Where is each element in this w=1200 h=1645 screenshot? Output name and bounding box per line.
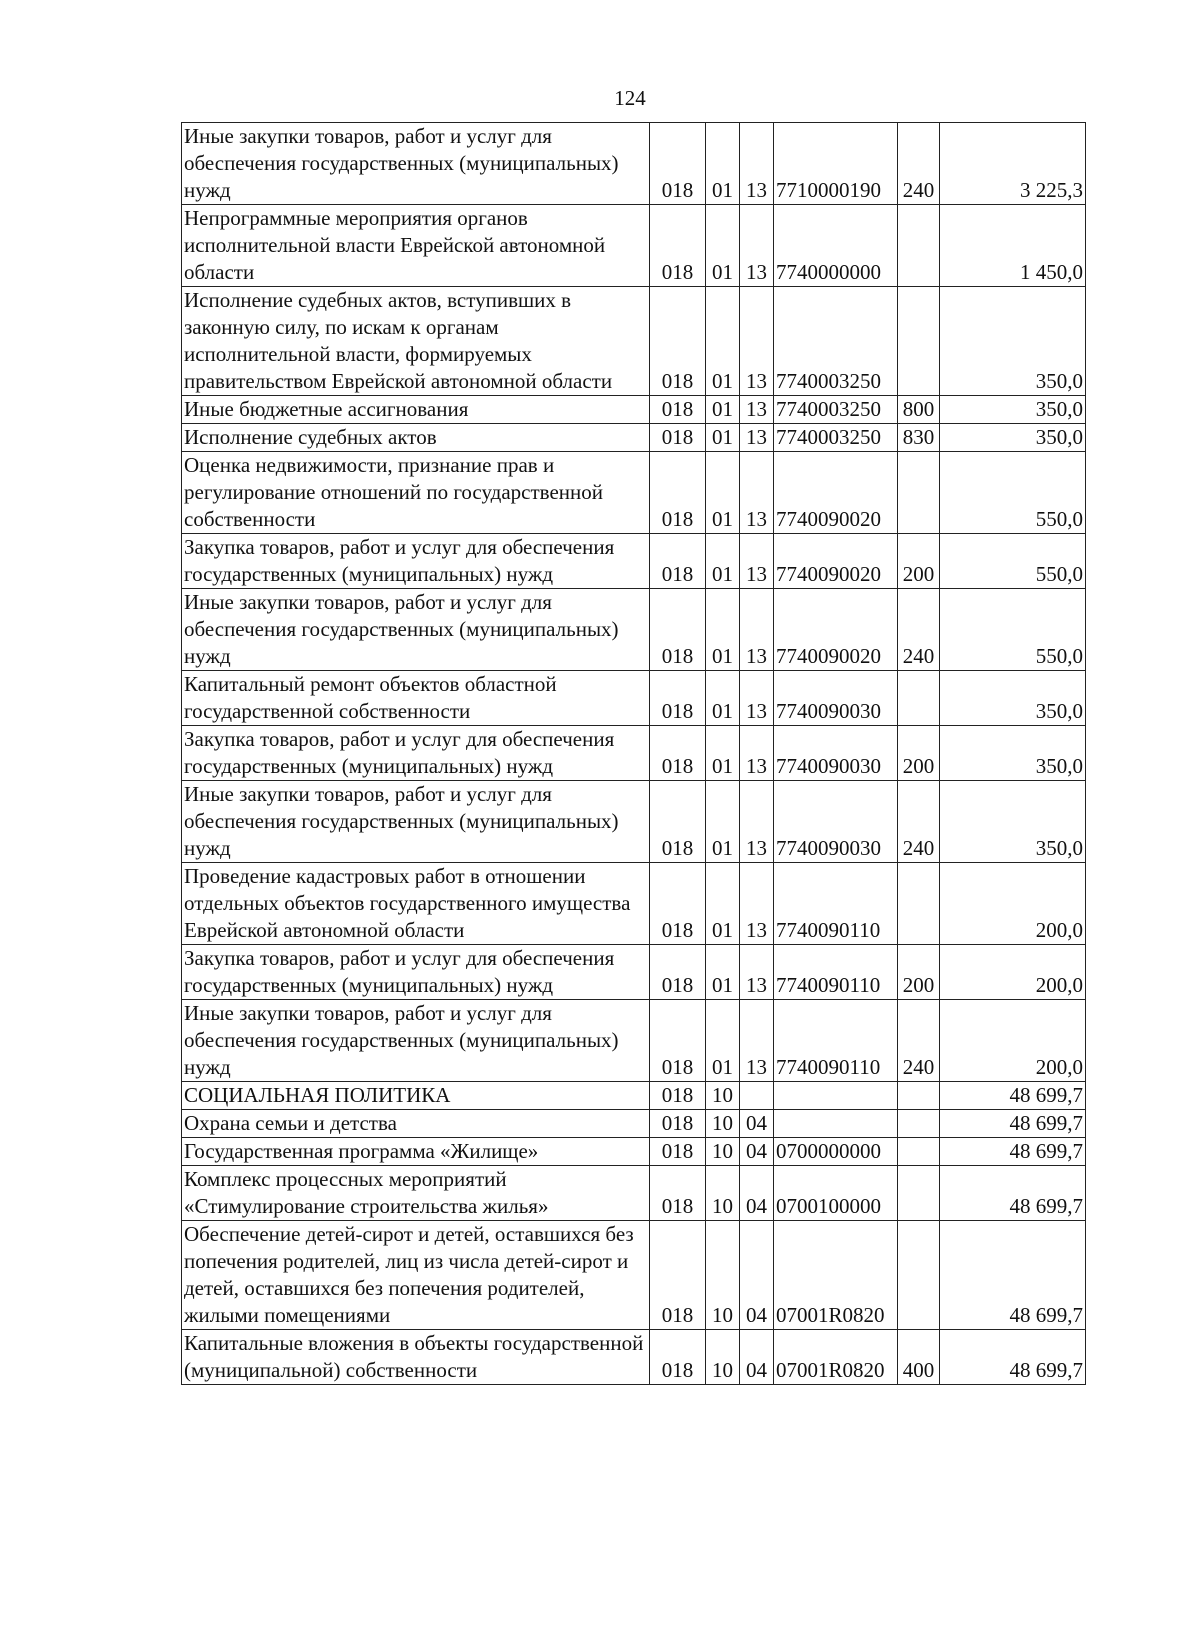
section-code-cell: 10 [706, 1221, 740, 1330]
expense-type-cell [898, 1138, 940, 1166]
expense-name-cell: Непрограммные мероприятия органов исполнительной власти Еврейской автономной области [182, 205, 650, 287]
expense-type-cell: 800 [898, 396, 940, 424]
table-row [182, 945, 1086, 1000]
ministry-code-cell: 018 [650, 781, 706, 863]
expense-type-cell: 200 [898, 726, 940, 781]
section-code-cell: 01 [706, 287, 740, 396]
amount-cell: 350,0 [940, 396, 1086, 424]
ministry-code-cell: 018 [650, 205, 706, 287]
section-code-cell: 01 [706, 781, 740, 863]
expense-name-cell: СОЦИАЛЬНАЯ ПОЛИТИКА [182, 1082, 650, 1110]
target-article-cell: 07001R0820 [774, 1221, 898, 1330]
target-article-cell: 7740090110 [774, 945, 898, 1000]
budget-table [181, 122, 1086, 1385]
amount-cell: 48 699,7 [940, 1110, 1086, 1138]
subsection-code-cell: 13 [740, 589, 774, 671]
expense-type-cell [898, 863, 940, 945]
expense-name-cell: Комплекс процессных мероприятий «Стимулирование строительства жилья» [182, 1166, 650, 1221]
amount-cell: 350,0 [940, 726, 1086, 781]
section-code-cell: 10 [706, 1330, 740, 1385]
amount-cell: 200,0 [940, 863, 1086, 945]
amount-cell: 48 699,7 [940, 1166, 1086, 1221]
ministry-code-cell: 018 [650, 726, 706, 781]
table-row [182, 1221, 1086, 1330]
table-row [182, 1138, 1086, 1166]
table-row [182, 1166, 1086, 1221]
amount-cell: 350,0 [940, 287, 1086, 396]
target-article-cell: 7740090030 [774, 726, 898, 781]
section-code-cell: 01 [706, 424, 740, 452]
target-article-cell: 0700100000 [774, 1166, 898, 1221]
ministry-code-cell: 018 [650, 1110, 706, 1138]
subsection-code-cell: 04 [740, 1221, 774, 1330]
subsection-code-cell: 13 [740, 396, 774, 424]
section-code-cell: 10 [706, 1138, 740, 1166]
table-row [182, 123, 1086, 205]
expense-name-cell: Иные закупки товаров, работ и услуг для обеспечения государственных (муниципальных) нужд [182, 781, 650, 863]
table-row [182, 205, 1086, 287]
amount-cell: 550,0 [940, 589, 1086, 671]
ministry-code-cell: 018 [650, 424, 706, 452]
amount-cell: 550,0 [940, 452, 1086, 534]
expense-name-cell: Иные закупки товаров, работ и услуг для обеспечения государственных (муниципальных) нужд [182, 123, 650, 205]
expense-type-cell [898, 1166, 940, 1221]
expense-type-cell [898, 205, 940, 287]
target-article-cell [774, 1110, 898, 1138]
section-code-cell: 01 [706, 1000, 740, 1082]
table-row [182, 1330, 1086, 1385]
subsection-code-cell: 04 [740, 1166, 774, 1221]
subsection-code-cell: 04 [740, 1330, 774, 1385]
target-article-cell: 7740003250 [774, 396, 898, 424]
subsection-code-cell: 13 [740, 1000, 774, 1082]
expense-name-cell: Иные бюджетные ассигнования [182, 396, 650, 424]
amount-cell: 48 699,7 [940, 1138, 1086, 1166]
amount-cell: 1 450,0 [940, 205, 1086, 287]
target-article-cell: 7740003250 [774, 287, 898, 396]
table-row [182, 863, 1086, 945]
expense-type-cell [898, 287, 940, 396]
target-article-cell: 07001R0820 [774, 1330, 898, 1385]
target-article-cell: 7740000000 [774, 205, 898, 287]
subsection-code-cell: 13 [740, 287, 774, 396]
expense-type-cell: 240 [898, 589, 940, 671]
ministry-code-cell: 018 [650, 863, 706, 945]
target-article-cell: 7740090110 [774, 863, 898, 945]
target-article-cell: 7740090020 [774, 452, 898, 534]
table-row [182, 671, 1086, 726]
subsection-code-cell: 13 [740, 863, 774, 945]
ministry-code-cell: 018 [650, 1138, 706, 1166]
expense-type-cell [898, 1110, 940, 1138]
ministry-code-cell: 018 [650, 452, 706, 534]
expense-type-cell [898, 452, 940, 534]
amount-cell: 3 225,3 [940, 123, 1086, 205]
ministry-code-cell: 018 [650, 671, 706, 726]
table-row [182, 396, 1086, 424]
ministry-code-cell: 018 [650, 1000, 706, 1082]
expense-type-cell: 240 [898, 123, 940, 205]
subsection-code-cell: 13 [740, 671, 774, 726]
section-code-cell: 01 [706, 863, 740, 945]
subsection-code-cell: 13 [740, 945, 774, 1000]
ministry-code-cell: 018 [650, 945, 706, 1000]
table-row [182, 424, 1086, 452]
ministry-code-cell: 018 [650, 1166, 706, 1221]
page-number: 124 [614, 86, 646, 110]
amount-cell: 350,0 [940, 424, 1086, 452]
expense-name-cell: Иные закупки товаров, работ и услуг для обеспечения государственных (муниципальных) нужд [182, 1000, 650, 1082]
ministry-code-cell: 018 [650, 396, 706, 424]
ministry-code-cell: 018 [650, 287, 706, 396]
amount-cell: 48 699,7 [940, 1330, 1086, 1385]
expense-type-cell: 200 [898, 945, 940, 1000]
ministry-code-cell: 018 [650, 534, 706, 589]
table-body [182, 123, 1086, 1385]
amount-cell: 550,0 [940, 534, 1086, 589]
target-article-cell: 0700000000 [774, 1138, 898, 1166]
amount-cell: 350,0 [940, 671, 1086, 726]
table-row [182, 781, 1086, 863]
target-article-cell [774, 1082, 898, 1110]
table-row [182, 589, 1086, 671]
table-row [182, 452, 1086, 534]
section-code-cell: 01 [706, 123, 740, 205]
expense-name-cell: Закупка товаров, работ и услуг для обеспечения государственных (муниципальных) нужд [182, 726, 650, 781]
section-code-cell: 01 [706, 396, 740, 424]
subsection-code-cell: 13 [740, 726, 774, 781]
target-article-cell: 7740090020 [774, 534, 898, 589]
ministry-code-cell: 018 [650, 1221, 706, 1330]
target-article-cell: 7740090030 [774, 781, 898, 863]
amount-cell: 48 699,7 [940, 1221, 1086, 1330]
section-code-cell: 10 [706, 1110, 740, 1138]
target-article-cell: 7740003250 [774, 424, 898, 452]
expense-type-cell: 830 [898, 424, 940, 452]
table-row [182, 1000, 1086, 1082]
section-code-cell: 01 [706, 945, 740, 1000]
expense-type-cell [898, 1082, 940, 1110]
subsection-code-cell: 04 [740, 1110, 774, 1138]
expense-name-cell: Капитальные вложения в объекты государственной (муниципальной) собственности [182, 1330, 650, 1385]
section-code-cell: 10 [706, 1082, 740, 1110]
section-code-cell: 01 [706, 589, 740, 671]
ministry-code-cell: 018 [650, 589, 706, 671]
expense-name-cell: Проведение кадастровых работ в отношении отдельных объектов государственного имущества Еврейской автономной области [182, 863, 650, 945]
expense-type-cell: 400 [898, 1330, 940, 1385]
amount-cell: 200,0 [940, 945, 1086, 1000]
table-row [182, 1110, 1086, 1138]
section-code-cell: 01 [706, 452, 740, 534]
expense-name-cell: Капитальный ремонт объектов областной государственной собственности [182, 671, 650, 726]
subsection-code-cell: 13 [740, 781, 774, 863]
expense-name-cell: Государственная программа «Жилище» [182, 1138, 650, 1166]
expense-name-cell: Закупка товаров, работ и услуг для обеспечения государственных (муниципальных) нужд [182, 534, 650, 589]
table-row [182, 287, 1086, 396]
target-article-cell: 7740090030 [774, 671, 898, 726]
target-article-cell: 7740090020 [774, 589, 898, 671]
section-code-cell: 01 [706, 205, 740, 287]
subsection-code-cell: 13 [740, 534, 774, 589]
section-code-cell: 01 [706, 726, 740, 781]
expense-type-cell [898, 671, 940, 726]
expense-type-cell: 240 [898, 1000, 940, 1082]
section-code-cell: 01 [706, 534, 740, 589]
subsection-code-cell: 13 [740, 205, 774, 287]
table-row [182, 534, 1086, 589]
table-row [182, 726, 1086, 781]
section-code-cell: 01 [706, 671, 740, 726]
expense-name-cell: Иные закупки товаров, работ и услуг для обеспечения государственных (муниципальных) нужд [182, 589, 650, 671]
expense-name-cell: Исполнение судебных актов, вступивших в законную силу, по искам к органам исполнительной власти, формируемых правительством Еврейской автономной области [182, 287, 650, 396]
expense-name-cell: Исполнение судебных актов [182, 424, 650, 452]
expense-name-cell: Охрана семьи и детства [182, 1110, 650, 1138]
subsection-code-cell: 13 [740, 123, 774, 205]
expense-type-cell: 240 [898, 781, 940, 863]
expense-type-cell: 200 [898, 534, 940, 589]
target-article-cell: 7740090110 [774, 1000, 898, 1082]
expense-name-cell: Обеспечение детей-сирот и детей, оставшихся без попечения родителей, лиц из числа детей-сирот и детей, оставшихся без попечения родителей, жилыми помещениями [182, 1221, 650, 1330]
subsection-code-cell: 13 [740, 424, 774, 452]
section-code-cell: 10 [706, 1166, 740, 1221]
amount-cell: 350,0 [940, 781, 1086, 863]
table-row [182, 1082, 1086, 1110]
subsection-code-cell: 04 [740, 1138, 774, 1166]
subsection-code-cell [740, 1082, 774, 1110]
amount-cell: 200,0 [940, 1000, 1086, 1082]
expense-name-cell: Оценка недвижимости, признание прав и регулирование отношений по государственной собственности [182, 452, 650, 534]
target-article-cell: 7710000190 [774, 123, 898, 205]
ministry-code-cell: 018 [650, 1082, 706, 1110]
ministry-code-cell: 018 [650, 123, 706, 205]
subsection-code-cell: 13 [740, 452, 774, 534]
expense-name-cell: Закупка товаров, работ и услуг для обеспечения государственных (муниципальных) нужд [182, 945, 650, 1000]
expense-type-cell [898, 1221, 940, 1330]
amount-cell: 48 699,7 [940, 1082, 1086, 1110]
ministry-code-cell: 018 [650, 1330, 706, 1385]
